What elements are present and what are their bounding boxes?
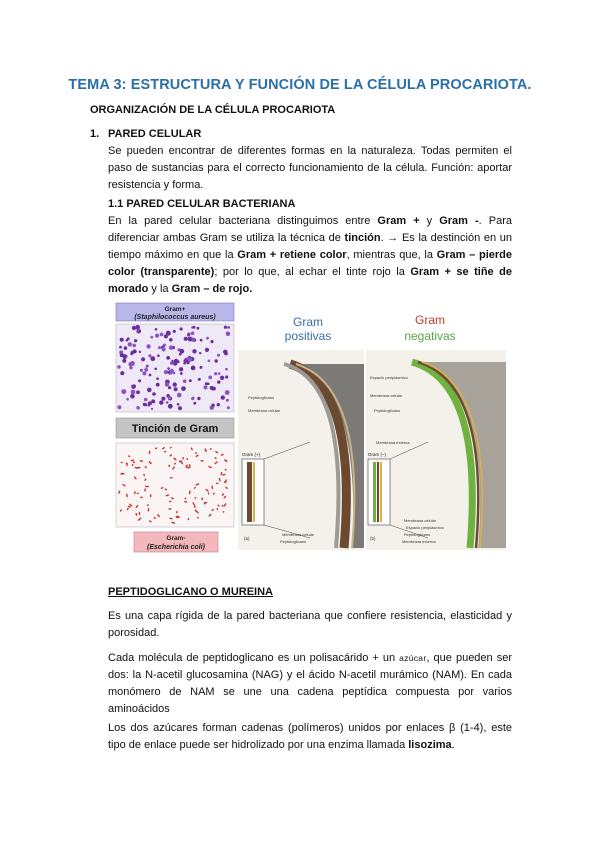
gram-neg-box-peptidoglycan	[377, 462, 379, 522]
purple-coccus	[151, 408, 153, 410]
purple-coccus	[169, 345, 173, 349]
gram-pos-box-membrane	[253, 462, 255, 522]
gram-neg-micrograph	[116, 443, 234, 527]
purple-coccus	[122, 359, 126, 363]
panel-a-label: (a)	[244, 536, 250, 541]
red-bacillus	[169, 501, 172, 503]
gram-pos-species: (Staphilococcus aureus)	[134, 314, 216, 321]
purple-coccus	[173, 382, 177, 386]
gram-pos-bottom-peptidoglicano: Peptidoglicano	[280, 539, 307, 544]
purple-coccus	[117, 365, 121, 369]
purple-coccus	[227, 326, 230, 329]
text-run: . Para diferenciar ambas Gram se utiliza la técnica de	[108, 215, 513, 244]
purple-coccus	[203, 385, 207, 389]
purple-coccus	[155, 328, 158, 331]
heading-text: PARED CELULAR	[108, 128, 202, 140]
purple-coccus	[198, 378, 201, 381]
purple-coccus	[136, 390, 140, 394]
purple-coccus	[154, 368, 157, 371]
purple-coccus	[119, 346, 122, 349]
purple-coccus	[223, 350, 228, 355]
purple-coccus	[224, 326, 227, 329]
gram-neg-bottom-externa: Membrana externa	[402, 539, 436, 544]
paragraph-pared-celular: Se pueden encontrar de diferentes formas en la naturaleza. Todas permiten el paso de sustancias para el correcto funcionamiento de la célula. Función: aportar resistencia y forma.	[108, 145, 512, 191]
text-run: En la pared celular bacteriana distinguimos entre	[108, 215, 378, 227]
purple-coccus	[192, 326, 195, 329]
red-bacillus	[150, 494, 152, 497]
purple-coccus	[150, 336, 153, 339]
purple-coccus	[150, 356, 155, 361]
purple-coccus	[138, 379, 141, 382]
purple-coccus	[217, 403, 220, 406]
purple-coccus	[177, 393, 182, 398]
heading-number: 1.	[90, 128, 100, 140]
gram-neg-title-1: Gram	[415, 313, 445, 327]
purple-coccus	[220, 376, 224, 380]
purple-coccus	[180, 349, 185, 354]
gram-neg-label-membrana: Membrana celular	[370, 393, 403, 398]
purple-coccus	[199, 352, 201, 354]
red-bacillus	[149, 451, 151, 455]
gram-pos-label: Gram+	[164, 306, 186, 313]
purple-coccus	[227, 406, 230, 409]
purple-coccus	[187, 334, 190, 337]
purple-coccus	[180, 327, 183, 330]
purple-coccus	[170, 369, 174, 373]
purple-coccus	[225, 368, 227, 370]
bold-run: Gram – pierde color (transparente)	[108, 249, 513, 278]
purple-coccus	[208, 376, 212, 380]
purple-coccus	[124, 346, 128, 350]
bold-run: Gram +	[377, 215, 420, 227]
gram-neg-label: Gram-	[166, 535, 186, 542]
document-title: TEMA 3: ESTRUCTURA Y FUNCIÓN DE LA CÉLULA PROCARIOTA.	[68, 77, 532, 93]
purple-coccus	[136, 406, 140, 410]
text-run: y la	[148, 283, 172, 295]
purple-coccus	[217, 380, 220, 383]
purple-coccus	[158, 346, 161, 349]
purple-coccus	[184, 337, 188, 341]
purple-coccus	[225, 390, 230, 395]
purple-coccus	[156, 383, 160, 387]
purple-coccus	[135, 325, 140, 330]
gram-neg-title-2: negativas	[404, 329, 456, 343]
red-bacillus	[145, 486, 149, 488]
red-bacillus	[194, 505, 196, 508]
purple-coccus	[165, 382, 169, 386]
purple-coccus	[177, 403, 180, 406]
red-bacillus	[201, 497, 203, 500]
purple-coccus	[167, 371, 169, 373]
heading-pared-celular	[90, 128, 201, 140]
gram-pos-label-peptidoglicano: Peptidoglicano	[248, 395, 275, 400]
purple-coccus	[205, 348, 209, 352]
purple-coccus	[200, 366, 203, 369]
purple-coccus	[226, 399, 229, 402]
gram-neg-bottom-membrana: Membrana celular	[404, 518, 437, 523]
gram-pos-title-1: Gram	[293, 315, 323, 329]
purple-coccus	[132, 384, 136, 388]
purple-coccus	[142, 371, 146, 375]
purple-coccus	[200, 339, 203, 342]
purple-coccus	[117, 405, 121, 409]
subheading-pared-bacteriana: 1.1 PARED CELULAR BACTERIANA	[108, 198, 296, 210]
paragraph-peptidoglicano-definicion: Es una capa rígida de la pared bacteriana que confiere resistencia, elasticidad y porosidad.	[108, 610, 512, 639]
purple-coccus	[132, 344, 136, 348]
purple-coccus	[166, 401, 169, 404]
purple-coccus	[157, 354, 160, 357]
panel-b-label: (b)	[370, 536, 376, 541]
bold-run: Gram + retiene color	[237, 249, 347, 261]
bold-run: lisozima	[408, 739, 452, 751]
text-run: . → Es la destinción en un tiempo máximo en que la	[108, 232, 512, 261]
gram-neg-box-label: Gram (–)	[368, 452, 386, 457]
purple-coccus	[210, 340, 213, 343]
gram-pos-title-2: positivas	[284, 329, 332, 343]
purple-coccus	[215, 359, 218, 362]
gram-neg-box-membrane	[380, 462, 382, 522]
purple-coccus	[152, 392, 156, 396]
purple-coccus	[166, 356, 170, 360]
tincion-label: Tinción de Gram	[131, 423, 219, 435]
purple-coccus	[188, 337, 193, 342]
purple-coccus	[159, 400, 163, 404]
gram-neg-bottom-espacio: Espacio periplásmico	[406, 525, 444, 530]
subheading-peptidoglicano: PEPTIDOGLICANO O MUREINA	[108, 586, 274, 598]
purple-coccus	[191, 397, 194, 400]
purple-coccus	[193, 402, 196, 405]
purple-coccus	[139, 351, 141, 353]
red-bacillus	[139, 512, 141, 515]
purple-coccus	[168, 404, 173, 409]
purple-coccus	[140, 369, 143, 372]
purple-coccus	[130, 394, 135, 399]
gram-pos-bottom-membrana: Membrana celular	[282, 532, 315, 537]
purple-coccus	[218, 372, 221, 375]
purple-coccus	[128, 342, 132, 346]
text-run: Los dos azúcares forman cadenas (polímeros) unidos por enlaces β (1-4), este tipo de enlace puede ser hidrolizado por una enzima llamada	[108, 722, 512, 751]
gram-pos-box-label: Gram (+)	[242, 452, 261, 457]
gram-neg-label-peptidoglicano: Peptidoglicano	[374, 408, 401, 413]
paragraph-gram	[108, 213, 512, 298]
text-run: ; por lo que, al echar el tinte rojo la	[214, 266, 411, 278]
purple-coccus	[148, 401, 152, 405]
purple-coccus	[174, 359, 178, 363]
purple-coccus	[146, 344, 150, 348]
purple-coccus	[144, 368, 148, 372]
purple-coccus	[178, 406, 182, 410]
purple-coccus	[126, 398, 129, 401]
purple-coccus	[191, 332, 195, 336]
bold-run: Gram -	[439, 215, 479, 227]
purple-coccus	[197, 397, 200, 400]
purple-coccus	[206, 337, 209, 340]
red-bacillus	[121, 473, 123, 475]
purple-coccus	[211, 404, 214, 407]
purple-coccus	[174, 387, 178, 391]
purple-coccus	[217, 354, 220, 357]
red-bacillus	[200, 460, 203, 462]
text-run: , mientras que, la	[346, 249, 437, 261]
gram-stain-figure	[112, 302, 507, 556]
bold-run: tinción	[344, 232, 381, 244]
purple-coccus	[120, 371, 124, 375]
purple-coccus	[156, 377, 159, 380]
text-run: Cada molécula de peptidoglicano es un polisacárido + un	[108, 652, 400, 664]
purple-coccus	[167, 367, 170, 370]
paragraph-peptidoglicano-composicion	[108, 650, 512, 718]
purple-coccus	[226, 332, 231, 337]
purple-coccus	[141, 357, 145, 361]
text-run: y	[419, 215, 440, 227]
purple-coccus	[188, 357, 193, 362]
purple-coccus	[129, 366, 132, 369]
red-bacillus	[147, 504, 149, 505]
purple-coccus	[134, 339, 137, 342]
purple-coccus	[126, 339, 129, 342]
purple-coccus	[191, 366, 196, 371]
purple-coccus	[133, 349, 137, 353]
purple-coccus	[143, 403, 146, 406]
purple-coccus	[162, 347, 166, 351]
purple-coccus	[120, 338, 124, 342]
purple-coccus	[169, 338, 173, 342]
purple-coccus	[168, 386, 171, 389]
purple-coccus	[146, 365, 149, 368]
gram-neg-box-outer	[373, 462, 376, 522]
purple-coccus	[168, 396, 172, 400]
gram-neg-bottom-peptidoglicano: Peptidoglicano	[404, 532, 431, 537]
purple-coccus	[132, 326, 136, 330]
purple-coccus	[225, 375, 228, 378]
bold-run: Gram + se tiñe de morado	[108, 266, 512, 295]
purple-coccus	[161, 397, 165, 401]
purple-coccus	[160, 333, 164, 337]
purple-coccus	[189, 379, 192, 382]
purple-coccus	[170, 361, 173, 364]
purple-coccus	[128, 362, 132, 366]
purple-coccus	[149, 374, 152, 377]
purple-coccus	[147, 388, 152, 393]
purple-coccus	[221, 395, 225, 399]
purple-coccus	[183, 362, 186, 365]
purple-coccus	[214, 372, 217, 375]
text-run: , que pueden ser dos: la N-acetil glucosamina (NAG) y el ácido N-acetil murámico (NAM). En cada monómero de NAM se une una cadena peptídica compuesta por varios aminoácidos	[108, 652, 512, 715]
purple-coccus	[148, 354, 151, 357]
gram-pos-box-peptidoglycan	[247, 462, 252, 522]
text-run: azúcar	[399, 653, 427, 663]
purple-coccus	[183, 379, 187, 383]
purple-coccus	[120, 353, 124, 357]
purple-coccus	[131, 390, 136, 395]
purple-coccus	[173, 330, 176, 333]
text-run: .	[451, 739, 455, 751]
purple-coccus	[181, 386, 186, 391]
gram-neg-species: (Escherichia coli)	[147, 544, 205, 551]
purple-coccus	[197, 327, 200, 330]
paragraph-enlaces	[108, 720, 512, 754]
gram-neg-label-espacio: Espacio periplásmico	[370, 375, 408, 380]
purple-coccus	[164, 334, 168, 338]
purple-coccus	[144, 398, 148, 402]
purple-coccus	[121, 389, 126, 394]
purple-coccus	[179, 367, 183, 371]
purple-coccus	[155, 334, 159, 338]
gram-pos-label-membrana: Membrana celular	[248, 408, 281, 413]
bold-run: Gram – de rojo.	[171, 283, 253, 295]
gram-pos-micrograph	[116, 324, 234, 412]
gram-neg-label-externa: Membrana externa	[376, 440, 410, 445]
purple-coccus	[208, 360, 211, 363]
purple-coccus	[210, 386, 214, 390]
purple-coccus	[192, 349, 196, 353]
purple-coccus	[207, 383, 210, 386]
purple-coccus	[180, 372, 183, 375]
section-title: ORGANIZACIÓN DE LA CÉLULA PROCARIOTA	[90, 104, 336, 116]
